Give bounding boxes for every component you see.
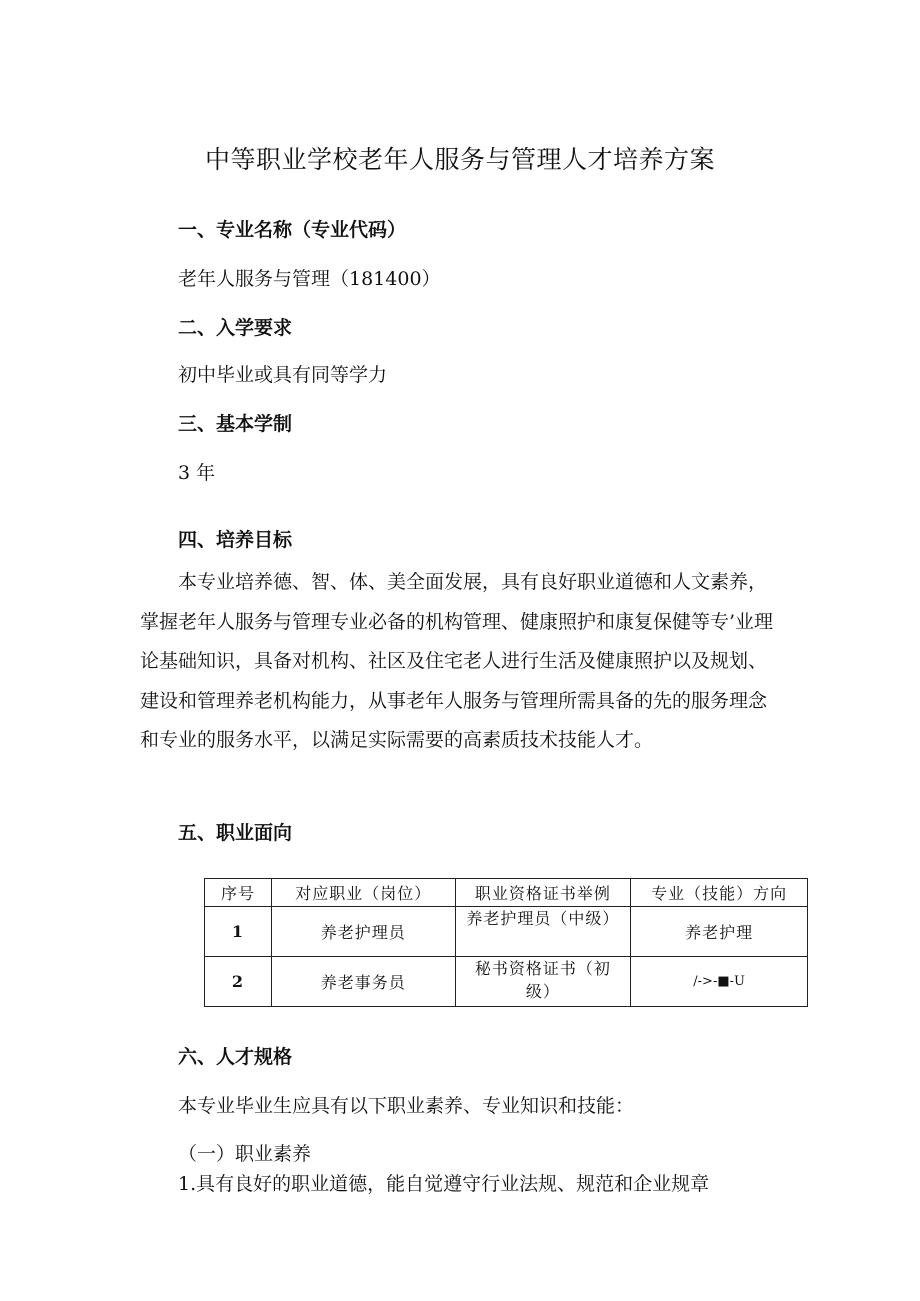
table-header-cell: 职业资格证书举例 bbox=[455, 879, 631, 907]
major-content: 老年人服务与管理（181400） bbox=[178, 268, 441, 290]
objective-paragraph bbox=[140, 563, 820, 761]
duration-content: 3 年 bbox=[178, 462, 216, 484]
table-cell: 2 bbox=[205, 957, 272, 1007]
section-heading-objective: 四、培养目标 bbox=[178, 529, 293, 551]
objective-line: 建设和管理养老机构能力，从事老年人服务与管理所需具备的先的服务理念 bbox=[140, 689, 768, 712]
document-title: 中等职业学校老年人服务与管理人才培养方案 bbox=[204, 145, 715, 174]
objective-line: 和专业的服务水平，以满足实际需要的高素质技术技能人才。 bbox=[140, 729, 654, 751]
table-header-row bbox=[205, 879, 808, 907]
admission-content: 初中毕业或具有同等学力 bbox=[178, 364, 388, 386]
table-cell: 秘书资格证书（初级） bbox=[455, 957, 631, 1007]
objective-line: 掌握老年人服务与管理专业必备的机构管理、健康照护和康复保健等专’业理 bbox=[140, 610, 774, 633]
section-heading-career: 五、职业面向 bbox=[178, 822, 293, 844]
objective-line: 本专业培养德、智、体、美全面发展，具有良好职业道德和人文素养， bbox=[178, 571, 768, 593]
objective-line: 论基础知识，具备对机构、社区及住宅老人进行生活及健康照护以及规划、 bbox=[140, 650, 768, 672]
table-header-cell: 专业（技能）方向 bbox=[631, 879, 808, 907]
table-cell: 养老护理员 bbox=[271, 907, 455, 957]
section-heading-admission: 二、入学要求 bbox=[178, 317, 293, 339]
table-cell: 养老护理员（中级） bbox=[455, 907, 631, 957]
table-header-cell: 对应职业（岗位） bbox=[271, 879, 455, 907]
table-cell: 1 bbox=[205, 907, 272, 957]
table-header-cell: 序号 bbox=[205, 879, 272, 907]
talent-subheading: （一）职业素养 bbox=[178, 1143, 312, 1165]
section-heading-duration: 三、基本学制 bbox=[178, 413, 293, 435]
table-row bbox=[205, 957, 808, 1007]
talent-intro: 本专业毕业生应具有以下职业素养、专业知识和技能： bbox=[178, 1095, 635, 1117]
table-cell: 养老事务员 bbox=[271, 957, 455, 1007]
section-heading-talent: 六、人才规格 bbox=[178, 1046, 293, 1068]
talent-item-1: 1.具有良好的职业道德，能自觉遵守行业法规、规范和企业规章 bbox=[178, 1173, 710, 1195]
table-cell: 养老护理 bbox=[631, 907, 808, 957]
section-heading-major: 一、专业名称（专业代码） bbox=[178, 219, 407, 241]
table-cell: /->-■-U bbox=[631, 957, 808, 1007]
career-table bbox=[204, 878, 808, 1007]
table-row bbox=[205, 907, 808, 957]
